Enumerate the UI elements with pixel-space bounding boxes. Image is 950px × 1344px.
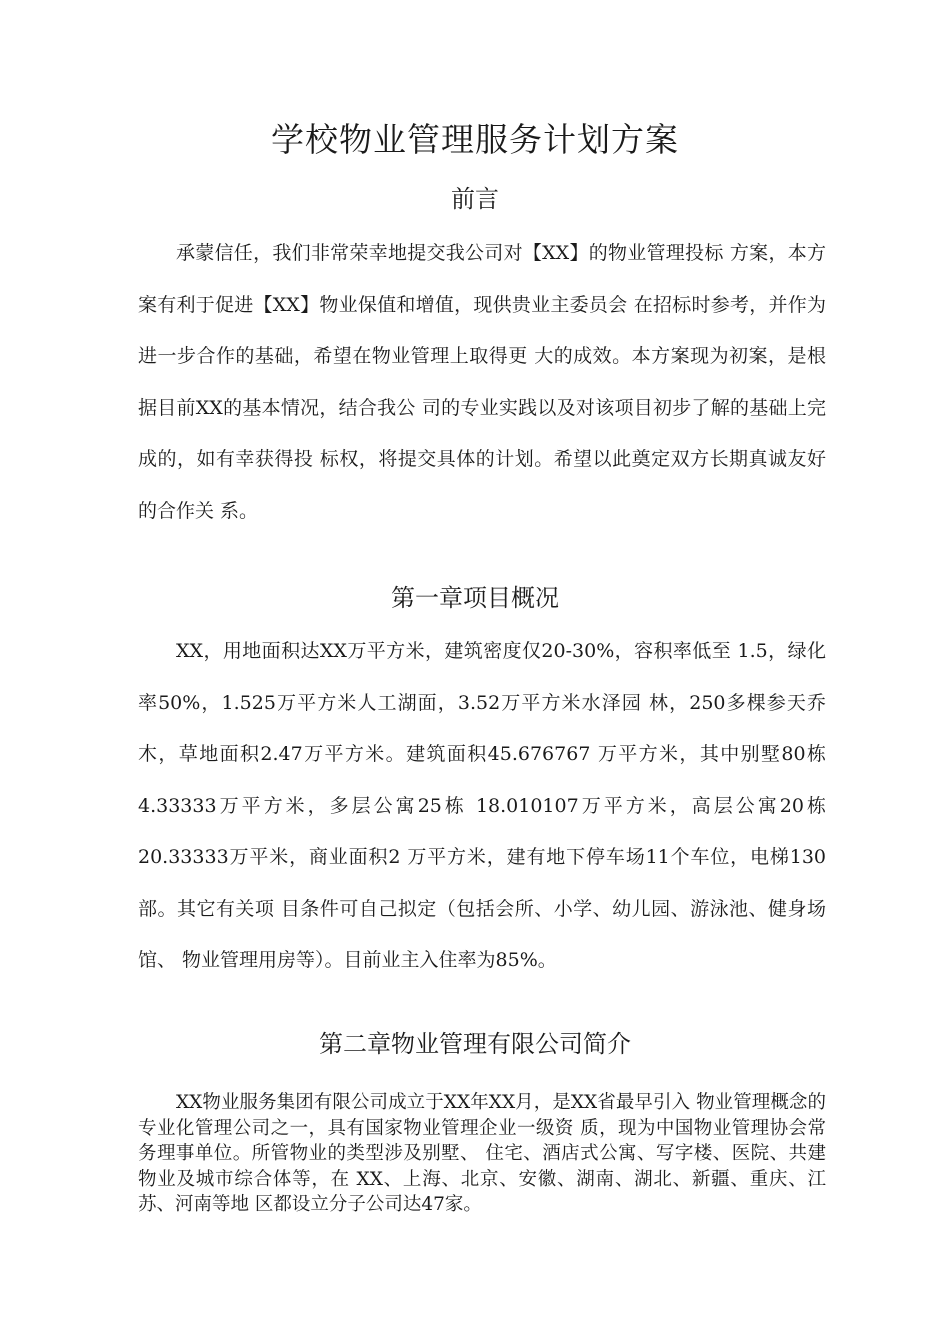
preface-paragraph: 承蒙信任，我们非常荣幸地提交我公司对【XX】的物业管理投标 方案，本方案有利于促进【XX】物业保值和增值，现供贵业主委员会 在招标时参考，并作为进一步合作的基础，希望在物业管理上取得更 大的成效。本方案现为初案，是根据目前XX的基本情况，结合我公 司的专业实践以及对该项目初步了解的基础上完成的，如有幸获得投 标权，将提交具体的计划。希望以此奠定双方长期真诚友好的合作关 系。 (138, 242, 826, 522)
chapter2-heading: 第二章物业管理有限公司简介 (319, 1030, 631, 1058)
chapter1-paragraph: XX，用地面积达XX万平方米，建筑密度仅20-30%，容积率低至 1.5，绿化率50%，1.525万平方米人工湖面，3.52万平方米水泽园 林，250多棵参天乔木，草地面积2.47万平方米。建筑面积45.676767 万平方米，其中别墅80栋4.33333万平方米，多层公寓25栋 18.010107万平方米，高层公寓20栋20.33333万平米，商业面积2 万平方米，建有地下停车场11个车位，电梯130部。其它有关项 目条件可自己拟定（包括会所、小学、幼儿园、游泳池、健身场馆、 物业管理用房等）。目前业主入住率为85%。 (138, 640, 826, 971)
preface-heading: 前言 (451, 185, 499, 213)
chapter2-paragraph: XX物业服务集团有限公司成立于XX年XX月，是XX省最早引入 物业管理概念的专业化管理公司之一，具有国家物业管理企业一级资 质，现为中国物业管理协会常务理事单位。所管物业的类型涉及别墅、 住宅、酒店式公寓、写字楼、医院、共建物业及城市综合体等，在 XX、上海、北京、安徽、湖南、湖北、新疆、重庆、江苏、河南等地 区都设立分子公司达47家。 (138, 1092, 826, 1215)
document-title: 学校物业管理服务计划方案 (271, 120, 679, 159)
chapter1-heading: 第一章项目概况 (391, 584, 559, 612)
